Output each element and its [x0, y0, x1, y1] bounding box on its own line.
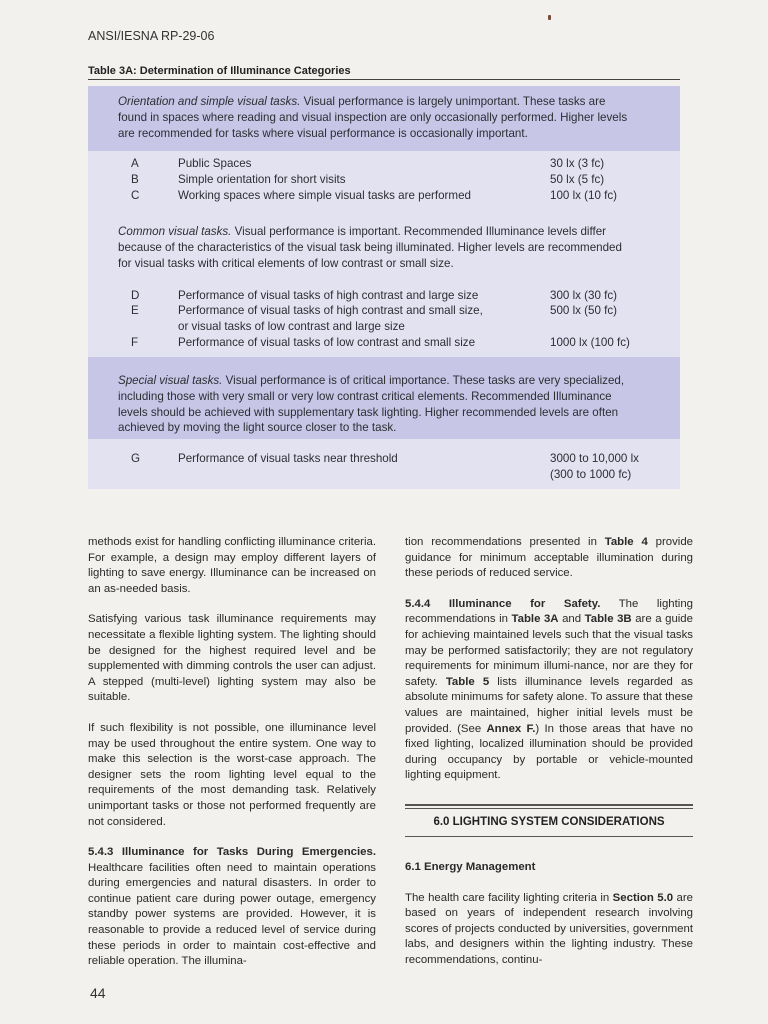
ref-section-5-0: Section 5.0: [612, 891, 674, 904]
section-orientation-lead: Orientation and simple visual tasks.: [118, 95, 301, 108]
ref-table-3b: Table 3B: [584, 613, 632, 626]
ref-table-4: Table 4: [604, 536, 648, 548]
category-value: 500 lx (50 fc): [550, 304, 618, 317]
section-orientation-line-1: Visual performance is largely unimportant. These tasks are: [303, 95, 606, 108]
category-code: F: [131, 336, 139, 349]
section-common-line-1: Visual performance is important. Recommended Illuminance levels differ: [234, 225, 607, 238]
category-description-line-1: Performance of visual tasks of high contrast and small size,: [178, 304, 483, 317]
category-description: Simple orientation for short visits: [178, 173, 346, 186]
category-value-line-2: (300 to 1000 fc): [550, 467, 632, 481]
right-paragraph-1: tion recommendations presented in Table 4 provide guidance for minimum acceptable illumination during these periods of reduced service.: [405, 536, 693, 580]
category-code: C: [131, 189, 140, 202]
page-number: 44: [90, 985, 106, 1001]
right-paragraph-3: The health care facility lighting criteria in Section 5.0 are based on years of independent research involving scores of projects conducted by universities, government labs, and designers within the lighting industry. These recommendations, continu-: [405, 891, 693, 966]
section-special-description: [118, 373, 668, 436]
section-special-line-1: Visual performance is of critical importance. These tasks are very specialized,: [225, 374, 625, 387]
ref-table-5: Table 5: [445, 675, 490, 688]
category-value: 50 lx (5 fc): [550, 173, 605, 186]
category-description: Performance of visual tasks near threshold: [178, 452, 398, 465]
section-heading-6-1: 6.1 Energy Management: [405, 861, 536, 873]
section-heading-5-4-3: 5.4.3 Illuminance for Tasks During Emergencies.: [88, 846, 376, 859]
category-description: Working spaces where simple visual tasks are performed: [178, 189, 471, 202]
category-value: 30 lx (3 fc): [550, 157, 605, 170]
category-description: Performance of visual tasks of low contrast and small size: [178, 336, 476, 349]
section-special-line-3: levels should be achieved with supplementary task lighting. Higher recommended levels are often: [118, 405, 619, 419]
left-paragraph-3: If such flexibility is not possible, one illuminance level may be used throughout the entire system. One way to make this selection is the worst-case approach. The designer sets the room lighting level equal to the requirements of the most demanding task. Relatively unimportant tasks or those not performed frequently are not considered.: [88, 721, 376, 828]
section-6-heading: 6.0 LIGHTING SYSTEM CONSIDERATIONS: [405, 808, 693, 835]
category-code: G: [131, 452, 141, 465]
section-common-lead: Common visual tasks.: [118, 225, 232, 238]
running-header: ANSI/IESNA RP-29-06: [88, 29, 215, 43]
category-value: 100 lx (10 fc): [550, 189, 618, 202]
section-orientation-description: [118, 94, 668, 141]
right-paragraph-2: 5.4.4 Illuminance for Safety. The lighting recommendations in Table 3A and Table 3B are a guide for achieving maintained levels such that the visual tasks may be performed satisfactorily; they are not regulatory requirements for minimum illumi-nance, nor are they for safety. Table 5 lists illuminance levels regarded as absolute minimums for safety alone. To assure that these values are maintained, higher initial levels must be provided. (See Annex F.) In those areas that have no fixed lighting, localized illumination should be provided during occupancy by portable or vehicle-mounted lighting equipment.: [405, 597, 694, 782]
category-code: A: [131, 157, 139, 170]
left-paragraph-4: [88, 845, 376, 970]
right-column-top: [405, 535, 693, 784]
right-column-bottom: [405, 860, 693, 969]
section-common-line-2: because of the characteristics of the visual task being illuminated. Higher levels are recommended: [118, 240, 622, 254]
section-orientation-line-2: found in spaces where reading and visual inspection are only occasionally performed. Higher levels: [118, 110, 628, 124]
section-special-line-2: including those with very small or very low contrast critical elements. Recommended Illuminance: [118, 389, 612, 403]
left-column: [88, 535, 376, 970]
category-description: [178, 303, 538, 335]
ref-annex-f: Annex F.: [486, 722, 536, 735]
left-paragraph-2: Satisfying various task illuminance requirements may necessitate a flexible lighting system. The lighting should be designed for the highest required level and be supplemented with dimming controls the user can adjust. A stepped (multi-level) lighting system may also be suitable.: [88, 613, 376, 704]
section-common-line-3: for visual tasks with critical elements of low contrast or small size.: [118, 256, 454, 270]
category-description: Public Spaces: [178, 157, 252, 170]
ref-table-3a: Table 3A: [511, 613, 559, 626]
table-title: Table 3A: Determination of Illuminance Categories: [88, 65, 351, 77]
category-code: E: [131, 304, 139, 317]
left-paragraph-1: methods exist for handling conflicting illuminance criteria. For example, a design may employ different layers of lighting to save energy. Illuminance can be increased on an as-needed basis.: [88, 536, 376, 595]
section-orientation-line-3: are recommended for tasks where visual performance is occasionally important.: [118, 126, 528, 140]
scan-speck: [548, 15, 551, 20]
category-code: D: [131, 289, 140, 302]
section-heading-5-4-4: 5.4.4 Illuminance for Safety.: [405, 597, 601, 610]
section-special-lead: Special visual tasks.: [118, 374, 223, 387]
category-value-line-1: 3000 to 10,000 lx: [550, 452, 639, 465]
section-special-line-4: achieved by moving the light source closer to the task.: [118, 421, 397, 435]
section-6-heading-box: [405, 804, 693, 837]
category-value: 1000 lx (100 fc): [550, 336, 630, 349]
section-common-description: [118, 224, 668, 271]
category-value: [550, 451, 670, 483]
category-code: B: [131, 173, 139, 186]
category-description-line-2: or visual tasks of low contrast and large size: [178, 319, 405, 333]
left-paragraph-4-text: Healthcare facilities often need to maintain operations during emergencies and natural disasters. In order to continue patient care during power outage, emergency standby power systems are provided. However, it is reasonable to provide a reduced level of service during these periods in order to maintain cost-effective and reliable operation. The illumina-: [88, 861, 376, 968]
category-value: 300 lx (30 fc): [550, 289, 618, 302]
table-title-rule: [88, 79, 680, 80]
category-description: Performance of visual tasks of high contrast and large size: [178, 289, 479, 302]
